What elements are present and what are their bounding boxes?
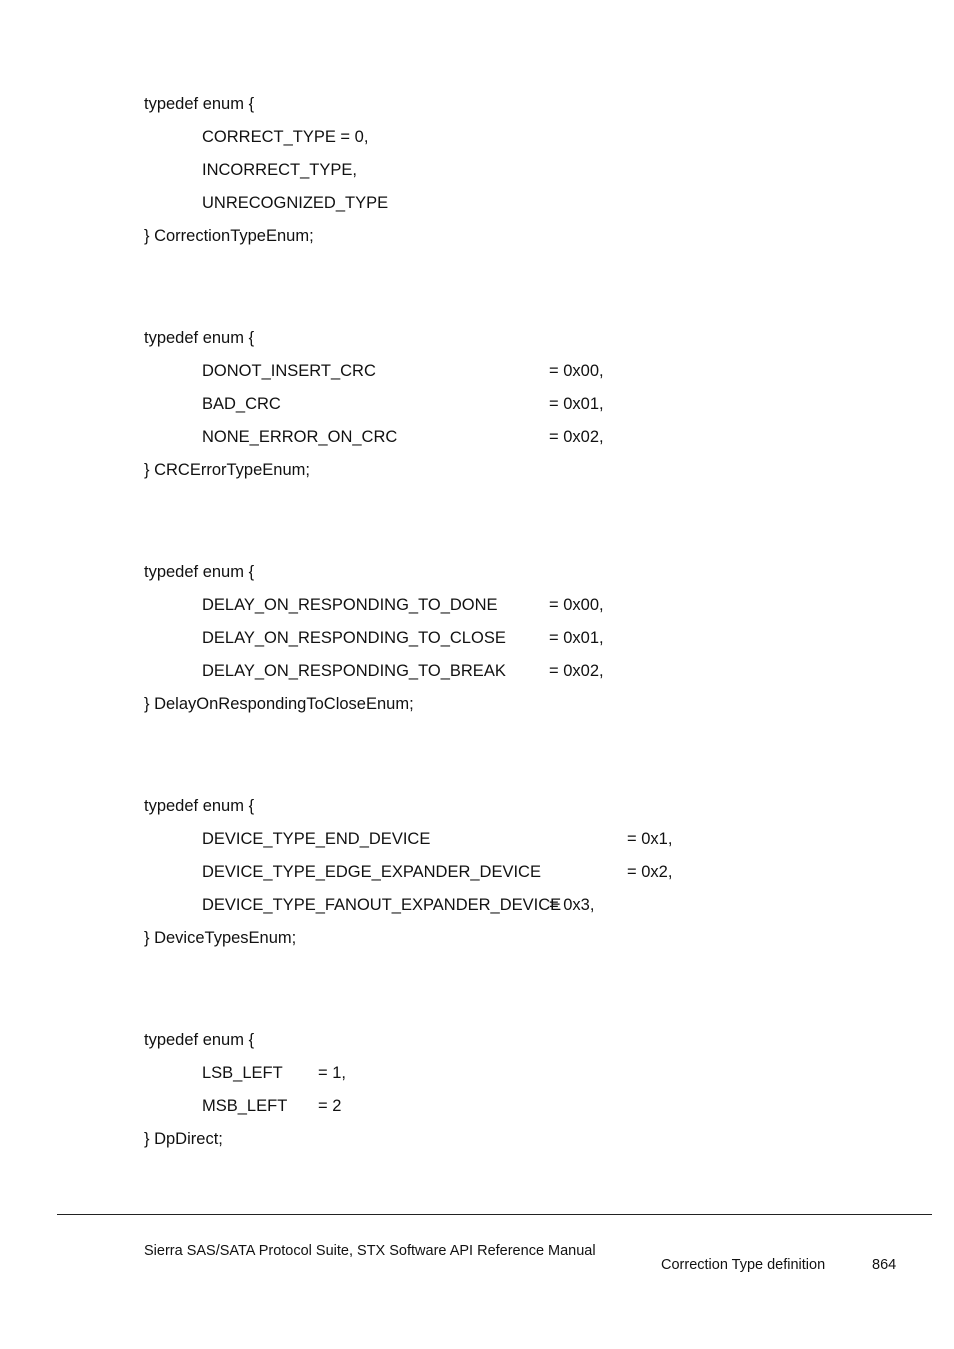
enum-close: } DeviceTypesEnum; bbox=[144, 929, 297, 947]
enum-open: typedef enum { bbox=[144, 563, 255, 581]
enum-member-value: = 0x1, bbox=[627, 830, 673, 848]
enum-member-name: NONE_ERROR_ON_CRC bbox=[202, 428, 398, 446]
enum-member-name: INCORRECT_TYPE, bbox=[202, 161, 357, 179]
footer-page-number: 864 bbox=[872, 1257, 897, 1273]
enum-member-value: = 2 bbox=[318, 1097, 342, 1115]
footer-section-title: Correction Type definition bbox=[661, 1257, 826, 1273]
enum-member-name: DEVICE_TYPE_EDGE_EXPANDER_DEVICE bbox=[202, 863, 541, 881]
enum-close: } DpDirect; bbox=[144, 1130, 223, 1148]
enum-close: } DelayOnRespondingToCloseEnum; bbox=[144, 695, 414, 713]
enum-open: typedef enum { bbox=[144, 797, 255, 815]
enum-member-value: = 0x01, bbox=[549, 629, 604, 647]
enum-member-name: UNRECOGNIZED_TYPE bbox=[202, 194, 389, 212]
enum-member-value: = 0x3, bbox=[549, 896, 595, 914]
enum-member-name: DONOT_INSERT_CRC bbox=[202, 362, 376, 380]
enum-member-name: DELAY_ON_RESPONDING_TO_BREAK bbox=[202, 662, 506, 680]
enum-member-name: CORRECT_TYPE = 0, bbox=[202, 128, 369, 146]
enum-member-value: = 0x2, bbox=[627, 863, 673, 881]
enum-open: typedef enum { bbox=[144, 95, 255, 113]
enum-member-name: DEVICE_TYPE_END_DEVICE bbox=[202, 830, 431, 848]
enum-member-value: = 0x00, bbox=[549, 362, 604, 380]
enum-close: } CorrectionTypeEnum; bbox=[144, 227, 314, 245]
enum-member-name: LSB_LEFT bbox=[202, 1064, 283, 1082]
enum-member-name: BAD_CRC bbox=[202, 395, 281, 413]
enum-member-name: MSB_LEFT bbox=[202, 1097, 288, 1115]
enum-member-value: = 1, bbox=[318, 1064, 346, 1082]
enum-open: typedef enum { bbox=[144, 1031, 255, 1049]
enum-member-value: = 0x00, bbox=[549, 596, 604, 614]
enum-member-value: = 0x02, bbox=[549, 428, 604, 446]
enum-open: typedef enum { bbox=[144, 329, 255, 347]
enum-member-name: DEVICE_TYPE_FANOUT_EXPANDER_DEVICE bbox=[202, 896, 562, 914]
enum-member-name: DELAY_ON_RESPONDING_TO_CLOSE bbox=[202, 629, 506, 647]
footer-divider bbox=[57, 1214, 932, 1215]
enum-member-name: DELAY_ON_RESPONDING_TO_DONE bbox=[202, 596, 498, 614]
enum-member-value: = 0x02, bbox=[549, 662, 604, 680]
footer-manual-title: Sierra SAS/SATA Protocol Suite, STX Software API Reference Manual bbox=[144, 1243, 596, 1259]
enum-close: } CRCErrorTypeEnum; bbox=[144, 461, 310, 479]
enum-member-value: = 0x01, bbox=[549, 395, 604, 413]
